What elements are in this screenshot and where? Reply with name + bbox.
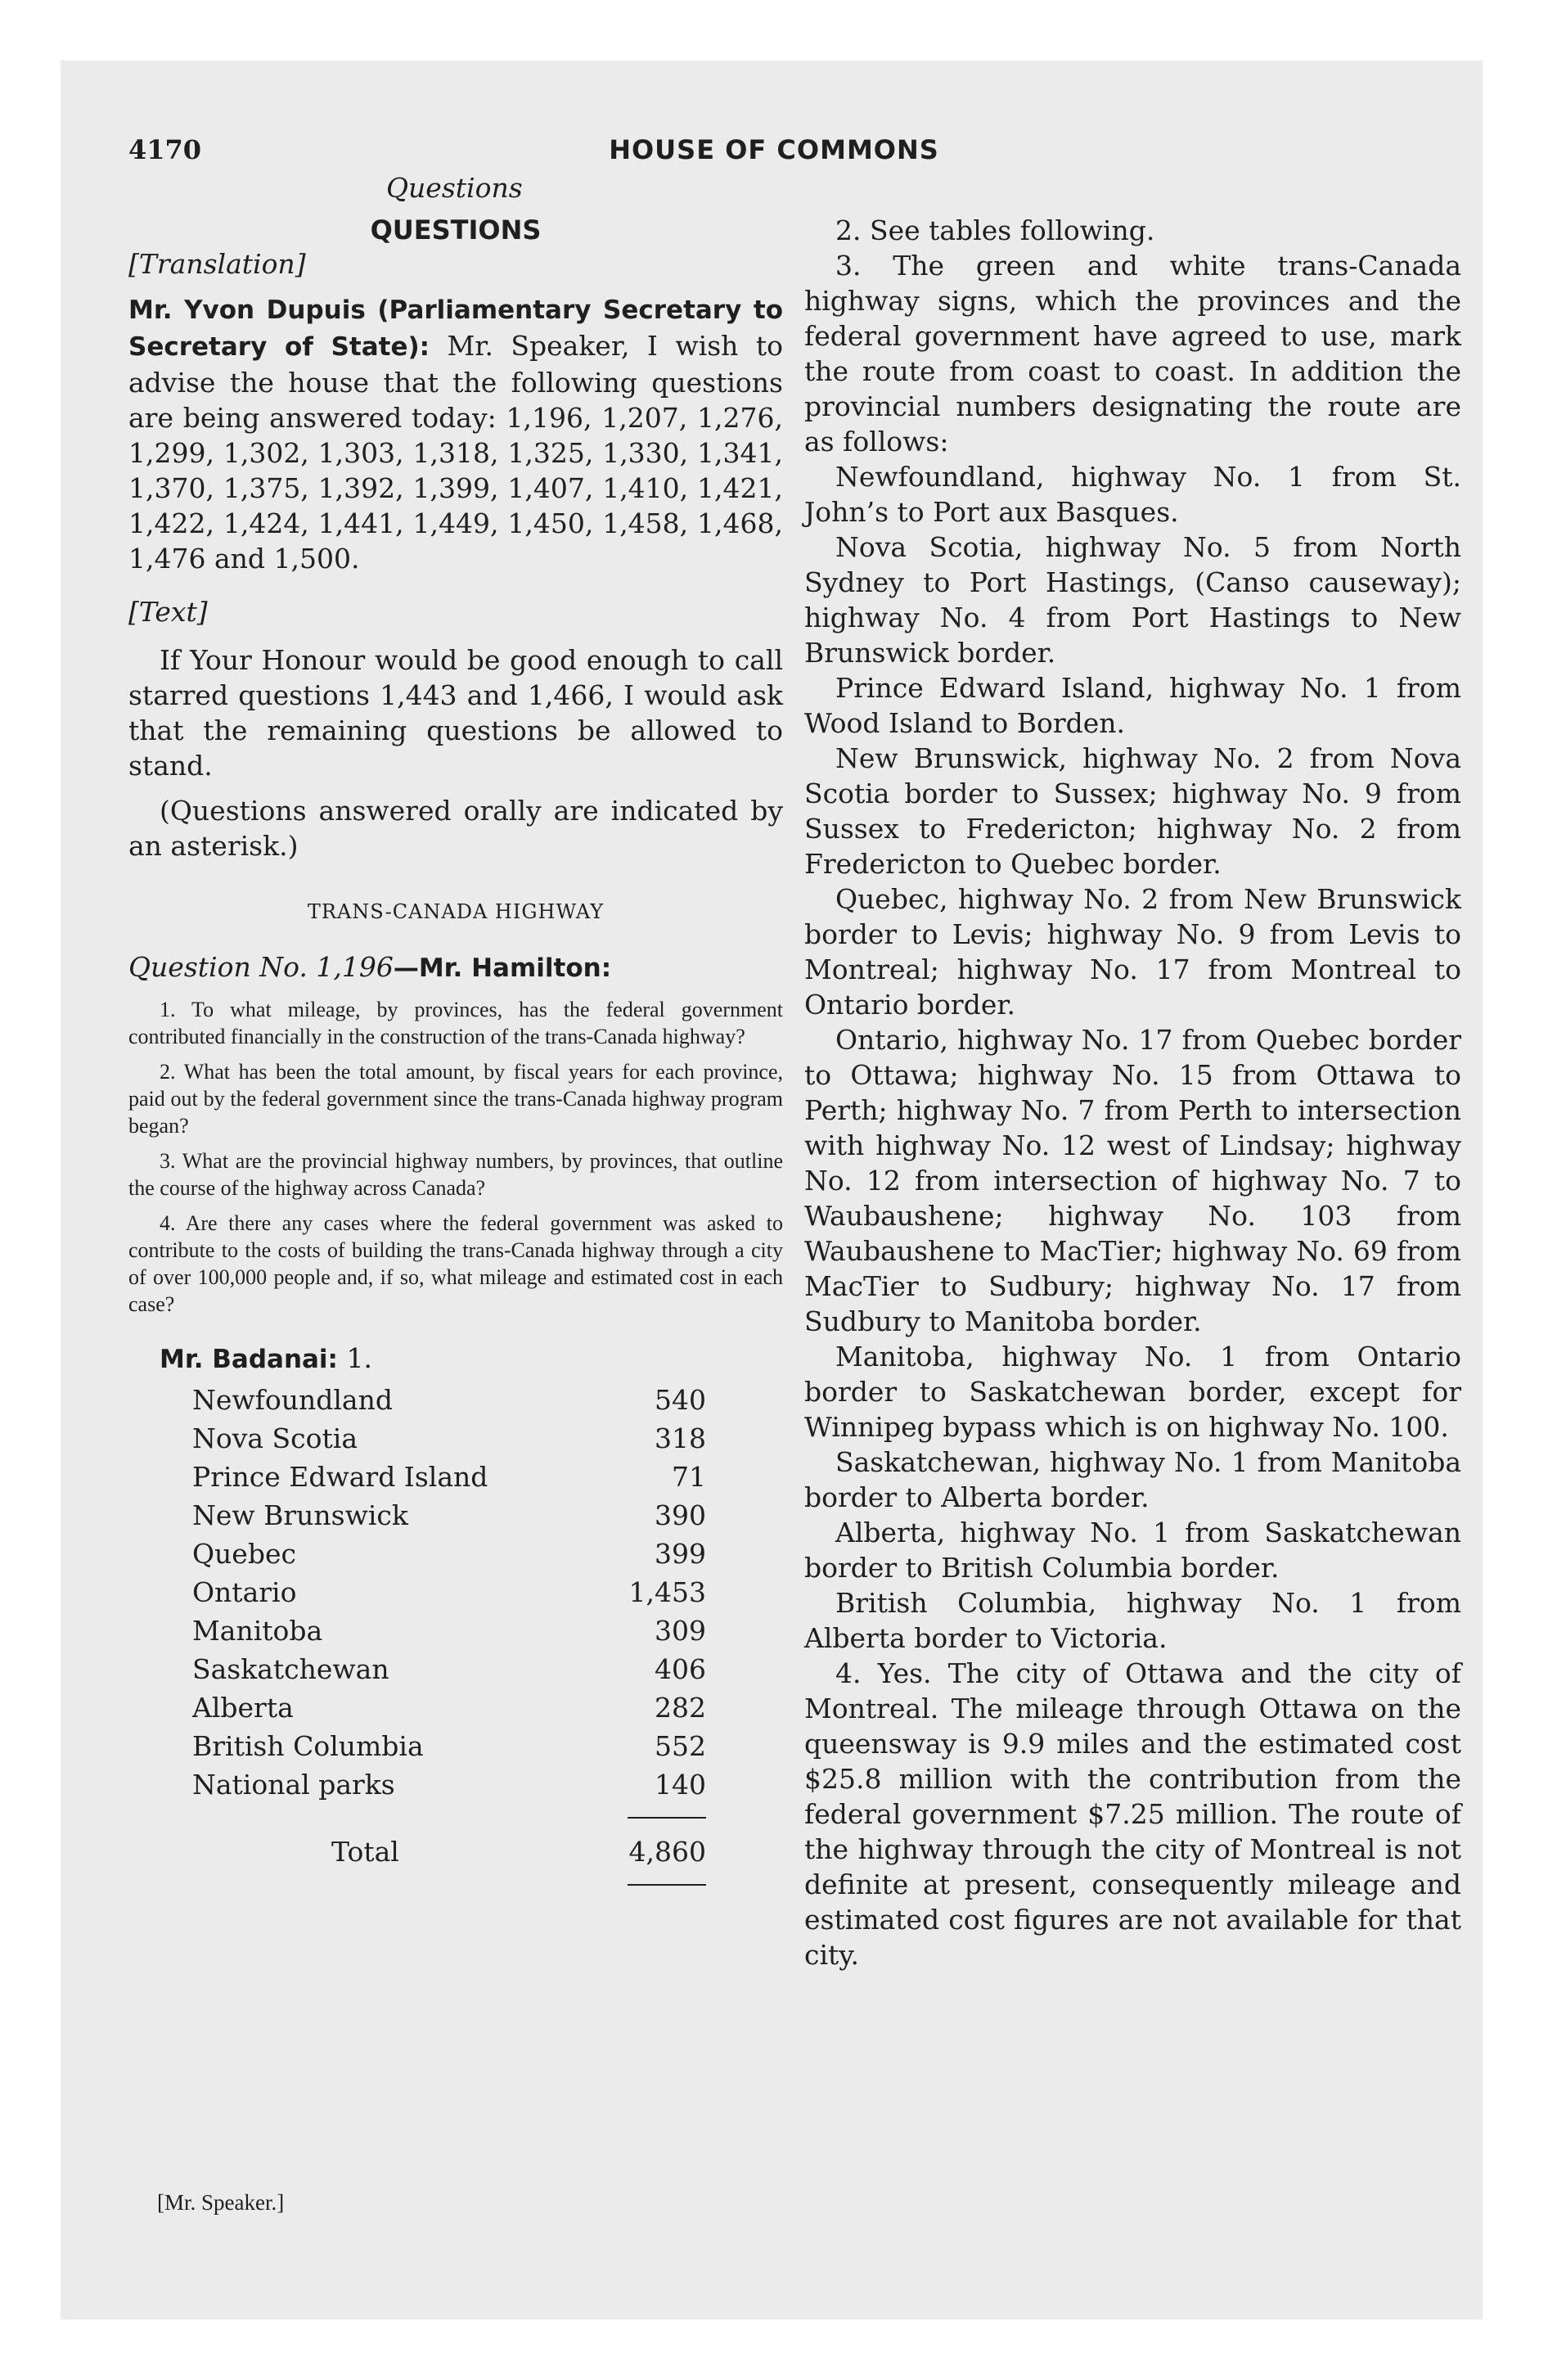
table-row	[192, 1496, 706, 1535]
route-alberta: Alberta, highway No. 1 from Saskatchewan border to British Columbia border.	[804, 1517, 1461, 1584]
province-miles: 282	[655, 1692, 706, 1724]
right-column	[804, 213, 1461, 1972]
translation-label: [Translation]	[128, 248, 306, 280]
province-miles: 540	[655, 1384, 706, 1416]
speech-paragraph-2: If Your Honour would be good enough to call starred questions 1,443 and 1,466, I would ask that the remaining questions be allowed to stand.	[128, 644, 783, 782]
page-title: HOUSE OF COMMONS	[609, 134, 939, 165]
route-nova-scotia: Nova Scotia, highway No. 5 from North Sydney to Port Hastings, (Canso causeway); highway No. 4 from Port Hastings to New Brunswick border.	[804, 531, 1461, 669]
text-label: [Text]	[128, 596, 208, 628]
total-rule-bottom	[628, 1884, 706, 1886]
route-ontario: Ontario, highway No. 17 from Quebec border to Ottawa; highway No. 15 from Ottawa to Perth; highway No. 7 from Perth to intersection with highway No. 12 west of Lindsay; highway No. 12 from intersection of highway No. 7 to Waubaushene; highway No. 103 from Waubaushene to MacTier; highway No. 69 from MacTier to Sudbury; highway No. 17 from Sudbury to Manitoba border.	[804, 1024, 1461, 1337]
total-row	[192, 1832, 706, 1871]
section-title: TRANS-CANADA HIGHWAY	[307, 900, 605, 923]
speech-paragraph-3: (Questions answered orally are indicated by an asterisk.)	[128, 795, 783, 862]
question-asker: —Mr. Hamilton:	[393, 953, 612, 983]
left-column	[128, 213, 783, 1886]
question-number: Question No. 1,196	[128, 951, 394, 983]
answer-4: 4. Yes. The city of Ottawa and the city of Montreal. The mileage through Ottawa on the queensway is 9.9 miles and the estimated cost $25.8 million with the contribution from the federal government $7.25 million. The route of the highway through the city of Montreal is not definite at present, consequently mileage and estimated cost figures are not available for that city.	[804, 1657, 1461, 1971]
question-item-1: 1. To what mileage, by provinces, has the federal government contributed financially in the construction of the trans-Canada highway?	[128, 998, 783, 1048]
total-label: Total	[331, 1835, 399, 1868]
speaker-name: Mr. Yvon Dupuis (Parliamentary Secretary to Secretary of State):	[128, 295, 783, 362]
page-number: 4170	[128, 134, 202, 165]
province-miles: 552	[655, 1730, 706, 1762]
province-miles: 140	[655, 1769, 706, 1801]
province-miles: 309	[655, 1615, 706, 1647]
province-name: Manitoba	[192, 1615, 323, 1647]
province-name: National parks	[192, 1769, 395, 1801]
answer-2: 2. See tables following.	[835, 214, 1155, 246]
speech-text-1: Mr. Speaker, I wish to advise the house that the following questions are being answered today: 1,196, 1,207, 1,276, 1,299, 1,302, 1,303, 1,318, 1,325, 1,330, 1,341, 1,370, 1,375, 1,392, 1,399, 1,407, 1,410, 1,421, 1,422, 1,424, 1,441, 1,449, 1,450, 1,458, 1,468, 1,476 and 1,500.	[128, 330, 783, 575]
province-miles: 71	[672, 1461, 706, 1493]
question-item-3: 3. What are the provincial highway numbers, by provinces, that outline the course of the highway across Canada?	[128, 1149, 783, 1200]
province-miles: 1,453	[628, 1576, 706, 1608]
table-row	[192, 1727, 706, 1765]
province-name: British Columbia	[192, 1730, 424, 1762]
table-row	[192, 1611, 706, 1650]
table-row	[192, 1688, 706, 1727]
province-name: Saskatchewan	[192, 1653, 389, 1685]
province-name: New Brunswick	[192, 1499, 408, 1531]
route-saskatchewan: Saskatchewan, highway No. 1 from Manitoba border to Alberta border.	[804, 1446, 1461, 1513]
table-row	[192, 1573, 706, 1611]
footer-speaker: [Mr. Speaker.]	[157, 2190, 285, 2215]
table-row	[192, 1381, 706, 1419]
table-row	[192, 1535, 706, 1573]
province-name: Alberta	[192, 1692, 294, 1724]
route-newfoundland: Newfoundland, highway No. 1 from St. John’s to Port aux Basques.	[804, 461, 1461, 528]
province-miles: 390	[655, 1499, 706, 1531]
questions-italic-heading: Questions	[386, 172, 523, 204]
answer-speaker: Mr. Badanai:	[160, 1345, 338, 1374]
province-name: Nova Scotia	[192, 1422, 358, 1454]
table-row	[192, 1419, 706, 1458]
province-name: Quebec	[192, 1538, 296, 1570]
province-miles: 318	[655, 1422, 706, 1454]
question-item-4: 4. Are there any cases where the federal government was asked to contribute to the costs of building the trans-Canada highway through a city of over 100,000 people and, if so, what mileage and estimated cost in each case?	[128, 1211, 783, 1316]
total-value: 4,860	[628, 1835, 706, 1868]
province-miles: 399	[655, 1538, 706, 1570]
route-quebec: Quebec, highway No. 2 from New Brunswick border to Levis; highway No. 9 from Levis to Montreal; highway No. 17 from Montreal to Ontario border.	[804, 883, 1461, 1021]
province-name: Ontario	[192, 1576, 297, 1608]
province-name: Prince Edward Island	[192, 1461, 488, 1493]
speech-paragraph-1	[128, 291, 783, 576]
questions-heading: QUESTIONS	[370, 214, 542, 246]
question-header	[128, 949, 783, 986]
answer-header	[128, 1341, 783, 1377]
table-row	[192, 1650, 706, 1688]
total-rule-top	[628, 1817, 706, 1819]
route-new-brunswick: New Brunswick, highway No. 2 from Nova Scotia border to Sussex; highway No. 9 from Sussex to Fredericton; highway No. 2 from Fredericton to Quebec border.	[804, 742, 1461, 880]
table-row	[192, 1765, 706, 1804]
mileage-table	[192, 1381, 706, 1886]
table-row	[192, 1458, 706, 1496]
answer-number: 1.	[346, 1342, 372, 1374]
route-pei: Prince Edward Island, highway No. 1 from Wood Island to Borden.	[804, 672, 1461, 739]
route-british-columbia: British Columbia, highway No. 1 from Alberta border to Victoria.	[804, 1587, 1461, 1654]
province-miles: 406	[655, 1653, 706, 1685]
route-manitoba: Manitoba, highway No. 1 from Ontario border to Saskatchewan border, except for Winnipeg bypass which is on highway No. 100.	[804, 1341, 1461, 1443]
answer-3: 3. The green and white trans-Canada highway signs, which the provinces and the federal government have agreed to use, mark the route from coast to coast. In addition the provincial numbers designating the route are as follows:	[804, 250, 1461, 458]
question-item-2: 2. What has been the total amount, by fiscal years for each province, paid out by the federal government since the trans-Canada highway program began?	[128, 1060, 783, 1138]
province-name: Newfoundland	[192, 1384, 393, 1416]
